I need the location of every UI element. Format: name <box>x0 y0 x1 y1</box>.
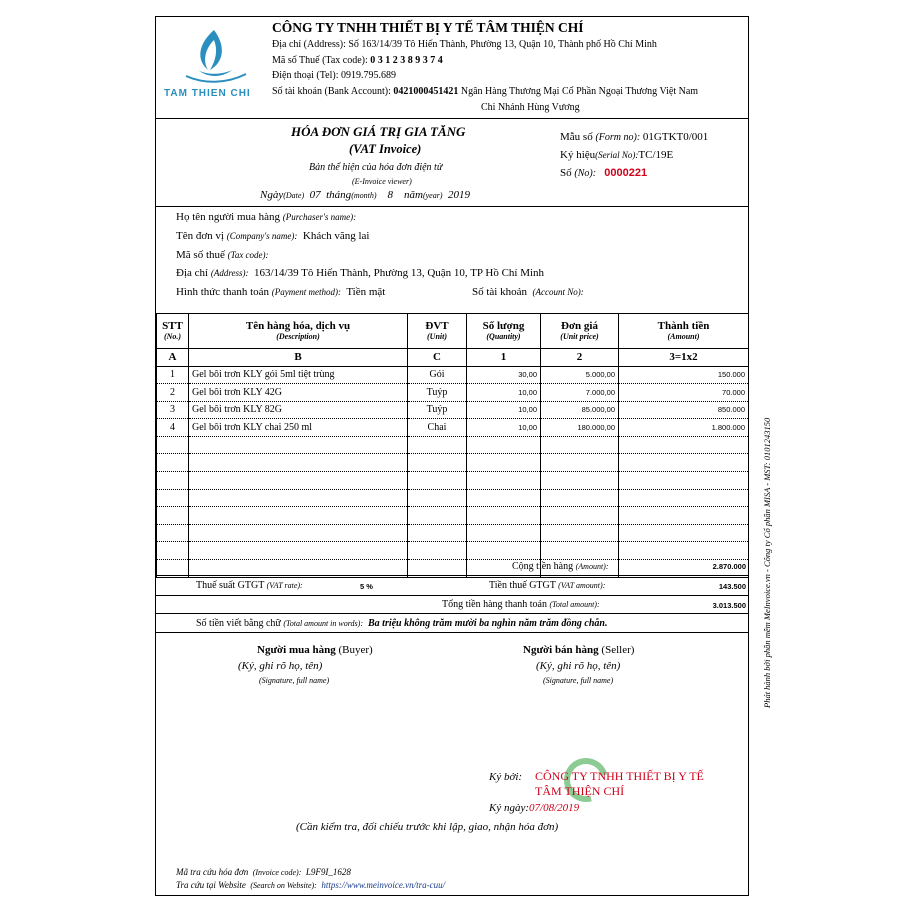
logo-text: TAM THIEN CHI <box>164 88 251 99</box>
seller-sig-label-en: (Seller) <box>601 644 635 656</box>
company-tax-code: 0 3 1 2 3 8 9 3 7 4 <box>370 55 443 66</box>
buyer-tax-row <box>176 249 269 261</box>
total-label: Tổng tiền hàng thanh toán <box>442 599 547 610</box>
divider <box>155 632 749 633</box>
invoice-date <box>260 189 470 201</box>
date-day: 07 <box>309 189 321 201</box>
row-no: 2 <box>157 384 189 402</box>
row-price: 180.000,00 <box>541 419 619 437</box>
table-row-empty <box>157 524 749 542</box>
buyer-name-label: Họ tên người mua hàng <box>176 211 281 223</box>
row-price: 7.000,00 <box>541 384 619 402</box>
company-tax-label: Mã số Thuế (Tax code): <box>272 55 368 66</box>
total-value: 3.013.500 <box>712 601 746 610</box>
invoice-subtitle: Bản thể hiện của hóa đơn điện tử <box>309 162 443 173</box>
row-amount: 1.800.000 <box>619 419 749 437</box>
table-row <box>157 366 749 384</box>
row-no: 4 <box>157 419 189 437</box>
buyer-sign-note-en: (Signature, full name) <box>259 676 330 685</box>
row-no: 1 <box>157 366 189 384</box>
signed-by-label: Ký bởi: <box>489 771 523 783</box>
col-header-unit: ĐVT (Unit) <box>408 314 467 348</box>
table-row <box>157 384 749 402</box>
row-price: 85.000,00 <box>541 401 619 419</box>
form-no-row <box>560 131 708 143</box>
row-no: 3 <box>157 401 189 419</box>
date-month: 8 <box>387 189 394 201</box>
buyer-sig-label: Người mua hàng <box>257 644 336 656</box>
signed-date-label: Ký ngày: <box>489 802 530 814</box>
table-row-empty <box>157 507 749 525</box>
date-label: Ngày <box>260 189 284 201</box>
subtotal-label-en: (Amount): <box>575 562 609 571</box>
buyer-account-label-en: (Account No): <box>532 287 584 297</box>
buyer-company: Khách vãng lai <box>302 230 370 242</box>
divider <box>155 575 749 576</box>
company-phone-label: Điện thoại (Tel): <box>272 70 339 81</box>
row-desc: Gel bôi trơn KLY 82G <box>189 401 408 419</box>
table-row <box>157 401 749 419</box>
buyer-payment-row <box>176 286 385 298</box>
buyer-name-label-en: (Purchaser's name): <box>282 212 357 222</box>
invoice-title-en: (VAT Invoice) <box>349 142 422 156</box>
table-row-empty <box>157 436 749 454</box>
table-row <box>157 419 749 437</box>
year-label-en: (year) <box>422 191 443 200</box>
buyer-address-label: Địa chỉ <box>176 267 209 279</box>
row-qty: 30,00 <box>467 366 541 384</box>
buyer-name-row <box>176 211 356 223</box>
buyer-company-label: Tên đơn vị <box>176 230 224 242</box>
divider <box>155 206 749 207</box>
buyer-account-row <box>472 286 584 298</box>
code-cell: C <box>408 348 467 366</box>
company-address-row <box>272 39 657 50</box>
invoice-no-row <box>560 167 647 179</box>
side-publisher-note: Phát hành bởi phần mềm MeInvoice.vn - Công ty Cổ phần MISA - MST: 0101243150 <box>762 417 772 708</box>
code-cell: B <box>189 348 408 366</box>
serial-label: Ký hiệu <box>560 149 596 161</box>
seller-sign-note-en: (Signature, full name) <box>543 676 614 685</box>
company-branch: Chi Nhánh Hùng Vương <box>481 102 580 113</box>
invoice-title: HÓA ĐƠN GIÁ TRỊ GIA TĂNG <box>291 124 466 139</box>
row-desc: Gel bôi trơn KLY chai 250 ml <box>189 419 408 437</box>
vat-rate-label-en: (VAT rate): <box>266 581 303 590</box>
lookup-label: Mã tra cứu hóa đơn <box>176 867 249 877</box>
lookup-label-en: (Invoice code): <box>252 868 302 877</box>
company-tax-row <box>272 55 443 66</box>
divider <box>155 118 749 119</box>
total-label-en: (Total amount): <box>549 600 600 609</box>
website-label-en: (Search on Website): <box>250 881 317 890</box>
row-amount: 850.000 <box>619 401 749 419</box>
words-label: Số tiền viết bằng chữ <box>196 618 281 629</box>
website-label: Tra cứu tại Website <box>176 880 246 890</box>
col-header-desc: Tên hàng hóa, dịch vụ (Description) <box>189 314 408 348</box>
table-code-row <box>157 348 749 366</box>
row-unit: Tuýp <box>408 401 467 419</box>
check-note: (Cần kiểm tra, đối chiếu trước khi lập, giao, nhận hóa đơn) <box>296 821 559 833</box>
company-logo <box>164 26 260 102</box>
serial-label-en: (Serial No): <box>595 150 639 160</box>
subtotal-row <box>512 561 609 572</box>
row-unit: Tuýp <box>408 384 467 402</box>
no-label-en: (No): <box>574 168 597 179</box>
row-qty: 10,00 <box>467 401 541 419</box>
signed-by-line2: TÂM THIỆN CHÍ <box>535 784 625 798</box>
divider <box>155 595 749 596</box>
payment-label-en: (Payment method): <box>271 287 342 297</box>
vat-amount-row <box>489 580 605 591</box>
buyer-company-row <box>176 230 370 242</box>
table-row-empty <box>157 454 749 472</box>
company-address-label: Địa chỉ (Address): <box>272 39 346 50</box>
subtotal-value: 2.870.000 <box>712 562 746 571</box>
buyer-address-label-en: (Address): <box>210 268 249 278</box>
water-drop-logo-icon <box>168 26 260 86</box>
row-unit: Gói <box>408 366 467 384</box>
website-link[interactable]: https://www.meinvoice.vn/tra-cuu/ <box>321 880 446 890</box>
vat-amount-label-en: (VAT amount): <box>558 581 606 590</box>
invoice-subtitle-en: (E-Invoice viewer) <box>352 177 412 186</box>
buyer-address-row <box>176 267 544 279</box>
company-name: CÔNG TY TNHH THIẾT BỊ Y TẾ TÂM THIỆN CHÍ <box>272 20 584 35</box>
words-label-en: (Total amount in words): <box>283 619 363 628</box>
row-amount: 70.000 <box>619 384 749 402</box>
vat-rate-row <box>196 580 303 591</box>
date-year: 2019 <box>448 189 471 201</box>
buyer-sign-note: (Ký, ghi rõ họ, tên) <box>238 660 323 672</box>
row-amount: 150.000 <box>619 366 749 384</box>
lookup-row <box>176 867 351 877</box>
signed-by-line1: CÔNG TY TNHH THIẾT BỊ Y TẾ <box>535 769 704 783</box>
table-row-empty <box>157 542 749 560</box>
row-desc: Gel bôi trơn KLY gói 5ml tiệt trùng <box>189 366 408 384</box>
company-account-label: Số tài khoản (Bank Account): <box>272 86 391 97</box>
year-label: năm <box>404 189 423 201</box>
vat-rate-label: Thuế suất GTGT <box>196 580 265 591</box>
total-in-words: Ba triệu không trăm mười ba nghìn năm trăm đồng chẵn. <box>368 618 608 629</box>
subtotal-label: Cộng tiền hàng <box>512 561 574 572</box>
form-no: 01GTKT0/001 <box>642 131 709 143</box>
seller-sig-label: Người bán hàng <box>523 644 599 656</box>
vat-amount-label: Tiền thuế GTGT <box>489 580 556 591</box>
col-header-no: STT (No.) <box>157 314 189 348</box>
total-row <box>442 599 600 610</box>
col-header-qty: Số lượng (Quantity) <box>467 314 541 348</box>
words-row <box>196 618 607 629</box>
company-bank: Ngân Hàng Thương Mại Cổ Phần Ngoại Thương Việt Nam <box>460 86 699 97</box>
month-label: tháng <box>326 189 352 201</box>
payment-method: Tiền mặt <box>346 286 386 298</box>
signed-date-row <box>489 802 579 814</box>
vat-rate-value: 5 % <box>360 582 373 591</box>
items-table <box>156 314 749 578</box>
buyer-address: 163/14/39 Tô Hiến Thành, Phường 13, Quận 10, TP Hồ Chí Minh <box>254 267 545 279</box>
buyer-sig-label-en: (Buyer) <box>338 644 373 656</box>
website-row <box>176 880 445 890</box>
lookup-code: L9F9I_1628 <box>305 867 351 877</box>
serial-no: TC/19E <box>638 149 674 161</box>
divider <box>155 613 749 614</box>
signed-date: 07/08/2019 <box>529 802 580 814</box>
serial-row <box>560 149 673 161</box>
table-header-row <box>157 314 749 348</box>
buyer-account-label: Số tài khoản <box>472 286 527 298</box>
vat-amount-value: 143.500 <box>718 582 746 591</box>
code-cell: 3=1x2 <box>619 348 749 366</box>
company-address: Số 163/14/39 Tô Hiến Thành, Phường 13, Quận 10, Thành phố Hồ Chí Minh <box>348 39 657 50</box>
payment-label: Hình thức thanh toán <box>176 286 270 298</box>
no-label: Số <box>560 167 572 179</box>
code-cell: 2 <box>541 348 619 366</box>
row-qty: 10,00 <box>467 419 541 437</box>
row-price: 5.000,00 <box>541 366 619 384</box>
form-label-en: (Form no): <box>595 132 641 143</box>
buyer-tax-label-en: (Tax code): <box>227 250 269 260</box>
row-desc: Gel bôi trơn KLY 42G <box>189 384 408 402</box>
code-cell: A <box>157 348 189 366</box>
buyer-company-label-en: (Company's name): <box>226 231 298 241</box>
seller-sign-note: (Ký, ghi rõ họ, tên) <box>536 660 621 672</box>
company-phone-row <box>272 70 396 81</box>
month-label-en: (month) <box>351 191 377 200</box>
date-label-en: (Date) <box>283 191 305 200</box>
company-phone: 0919.795.689 <box>341 70 396 81</box>
buyer-tax-label: Mã số thuế <box>176 249 225 261</box>
row-qty: 10,00 <box>467 384 541 402</box>
table-row-empty <box>157 489 749 507</box>
seller-signature-title <box>523 644 634 656</box>
code-cell: 1 <box>467 348 541 366</box>
col-header-price: Đơn giá (Unit price) <box>541 314 619 348</box>
buyer-signature-title <box>257 644 373 656</box>
form-label: Mẫu số <box>560 131 593 143</box>
invoice-number: 0000221 <box>604 167 648 179</box>
table-row-empty <box>157 472 749 490</box>
company-account-row <box>272 86 698 97</box>
company-account-no: 0421000451421 <box>393 86 459 97</box>
row-unit: Chai <box>408 419 467 437</box>
col-header-amount: Thành tiền (Amount) <box>619 314 749 348</box>
